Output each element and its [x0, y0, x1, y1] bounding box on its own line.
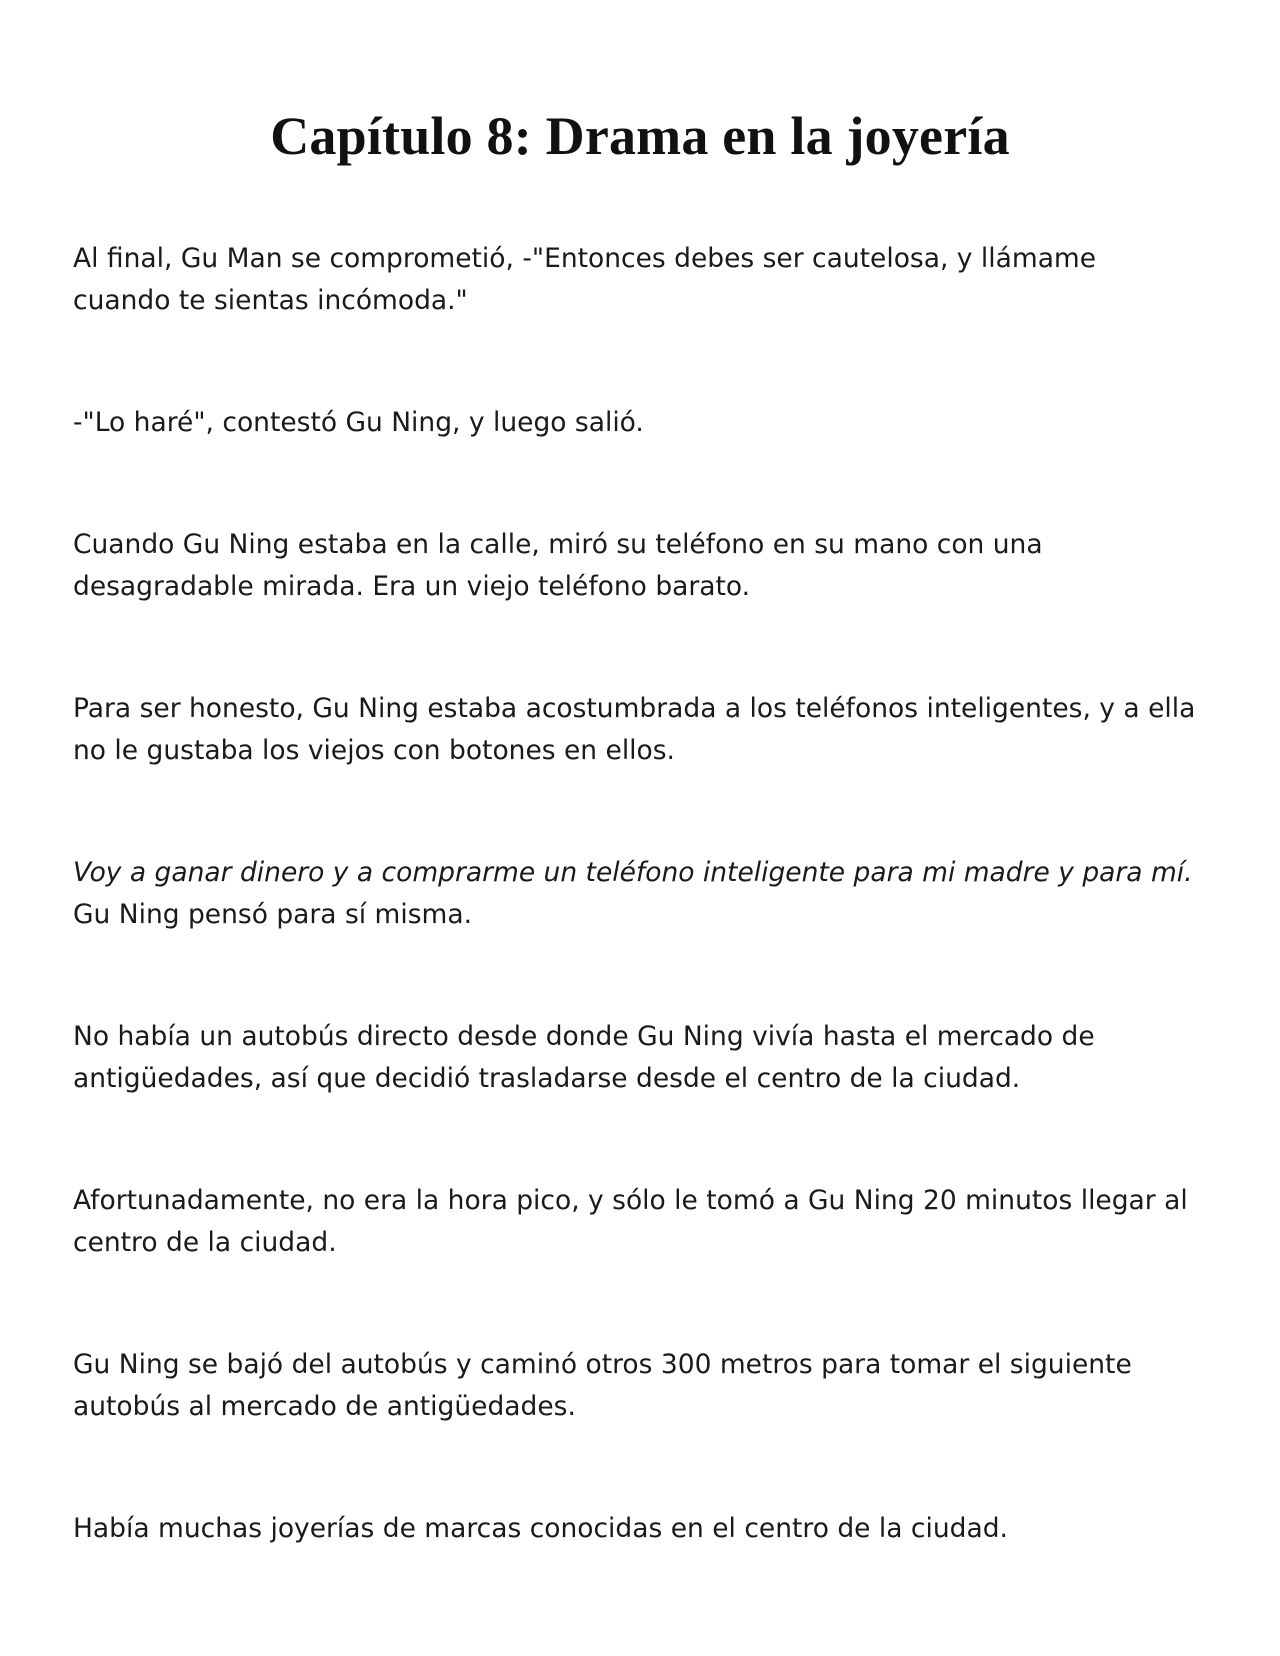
paragraph-line: Cuando Gu Ning estaba en la calle, miró su teléfono en su mano con una — [73, 529, 1043, 560]
paragraph-line: cuando te sientas incómoda." — [73, 285, 468, 316]
paragraph-line: Para ser honesto, Gu Ning estaba acostumbrada a los teléfonos inteligentes, y a ella — [73, 693, 1196, 724]
italic-thought-line: Voy a ganar dinero y a comprarme un teléfono inteligente para mi madre y para mí. — [73, 857, 1193, 888]
paragraph-line: Al final, Gu Man se comprometió, -"Entonces debes ser cautelosa, y llámame — [73, 243, 1097, 274]
paragraph-9 — [73, 1508, 1223, 1550]
paragraph-line: No había un autobús directo desde donde Gu Ning vivía hasta el mercado de — [73, 1021, 1095, 1052]
paragraph-3 — [73, 524, 1223, 608]
paragraph-4 — [73, 688, 1223, 772]
paragraph-1 — [73, 238, 1223, 322]
paragraph-line: antigüedades, así que decidió trasladarse desde el centro de la ciudad. — [73, 1063, 1021, 1094]
paragraph-8 — [73, 1344, 1223, 1428]
paragraph-line: autobús al mercado de antigüedades. — [73, 1391, 576, 1422]
paragraph-2 — [73, 402, 1223, 444]
chapter-body — [73, 238, 1223, 1630]
paragraph-line: Gu Ning se bajó del autobús y caminó otros 300 metros para tomar el siguiente — [73, 1349, 1132, 1380]
paragraph-5 — [73, 852, 1223, 936]
paragraph-line: Gu Ning pensó para sí misma. — [73, 899, 473, 930]
paragraph-line: desagradable mirada. Era un viejo teléfono barato. — [73, 571, 751, 602]
paragraph-7 — [73, 1180, 1223, 1264]
paragraph-line: -"Lo haré", contestó Gu Ning, y luego salió. — [73, 407, 644, 438]
paragraph-line: Afortunadamente, no era la hora pico, y sólo le tomó a Gu Ning 20 minutos llegar al — [73, 1185, 1188, 1216]
paragraph-line: Había muchas joyerías de marcas conocidas en el centro de la ciudad. — [73, 1513, 1008, 1544]
paragraph-line: no le gustaba los viejos con botones en ellos. — [73, 735, 675, 766]
chapter-title: Capítulo 8: Drama en la joyería — [270, 106, 1010, 166]
paragraph-line: centro de la ciudad. — [73, 1227, 337, 1258]
paragraph-6 — [73, 1016, 1223, 1100]
